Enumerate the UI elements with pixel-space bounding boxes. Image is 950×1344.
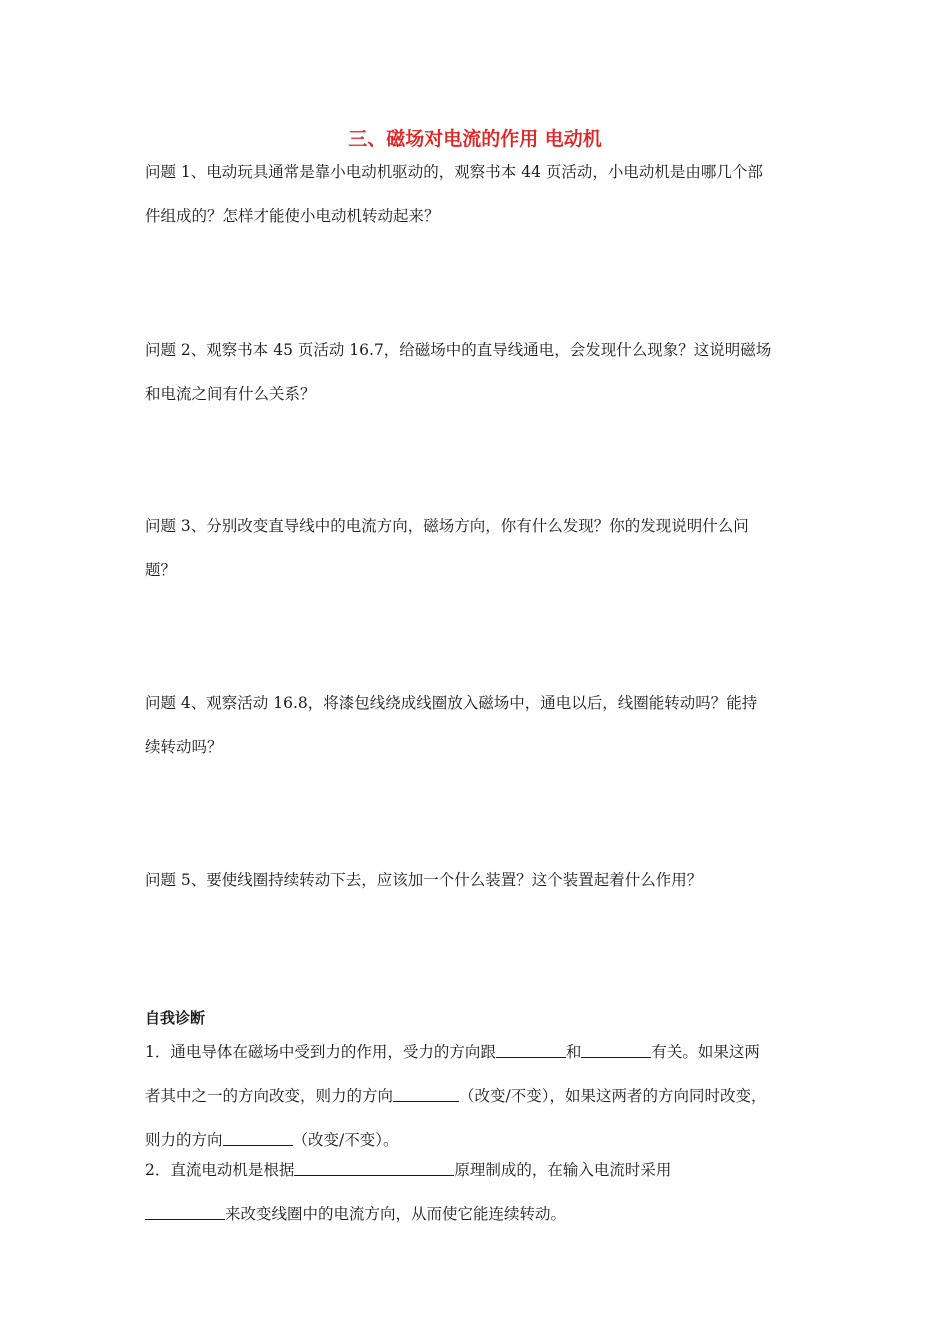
exercise-1-text-f: 则力的方向 [145, 1131, 223, 1149]
question-4 [145, 681, 825, 769]
exercise-2-text-b: 原理制成的，在输入电流时采用 [454, 1161, 672, 1179]
question-2-line-2: 和电流之间有什么关系？ [145, 385, 316, 403]
question-5 [145, 858, 825, 902]
fill-blank[interactable] [294, 1159, 454, 1176]
exercise-2-text-c: 来改变线圈中的电流方向，从而使它能连续转动。 [225, 1205, 567, 1223]
question-3-line-1: 问题 3、分别改变直导线中的电流方向，磁场方向，你有什么发现？你的发现说明什么问 [145, 517, 749, 535]
question-3-line-2: 题？ [145, 561, 177, 579]
exercise-1 [145, 1030, 825, 1162]
question-3 [145, 504, 825, 592]
fill-blank[interactable] [496, 1041, 566, 1058]
fill-blank[interactable] [223, 1129, 293, 1146]
question-1-line-2: 件组成的？怎样才能使小电动机转动起来？ [145, 207, 440, 225]
fill-blank[interactable] [581, 1041, 651, 1058]
self-diagnosis-heading: 自我诊断 [145, 1009, 206, 1027]
question-4-line-2: 续转动吗？ [145, 738, 223, 756]
page-title: 三、磁场对电流的作用 电动机 [348, 128, 602, 150]
exercise-2 [145, 1148, 835, 1236]
exercise-2-text-a: 2．直流电动机是根据 [145, 1161, 295, 1179]
fill-blank[interactable] [145, 1203, 225, 1220]
question-1 [145, 150, 825, 238]
exercise-1-text-g: （改变/不变）。 [292, 1131, 399, 1149]
exercise-1-text-a: 1．通电导体在磁场中受到力的作用，受力的方向跟 [145, 1043, 496, 1061]
question-4-line-1: 问题 4、观察活动 16.8，将漆包线绕成线圈放入磁场中，通电以后，线圈能转动吗？能持 [145, 694, 758, 712]
question-1-line-1: 问题 1、电动玩具通常是靠小电动机驱动的，观察书本 44 页活动，小电动机是由哪几个部 [145, 163, 763, 181]
question-2-line-1: 问题 2、观察书本 45 页活动 16.7，给磁场中的直导线通电，会发现什么现象？这说明磁场 [145, 341, 772, 359]
exercise-1-text-d: 者其中之一的方向改变，则力的方向 [145, 1087, 394, 1105]
exercise-1-text-c: 有关。如果这两 [651, 1043, 760, 1061]
question-5-line-1: 问题 5、要使线圈持续转动下去，应该加一个什么装置？这个装置起着什么作用？ [145, 871, 703, 889]
fill-blank[interactable] [393, 1085, 459, 1102]
exercise-1-text-e: （改变/不变），如果这两者的方向同时改变， [459, 1087, 767, 1105]
question-2 [145, 328, 825, 416]
exercise-1-text-b: 和 [565, 1043, 582, 1061]
